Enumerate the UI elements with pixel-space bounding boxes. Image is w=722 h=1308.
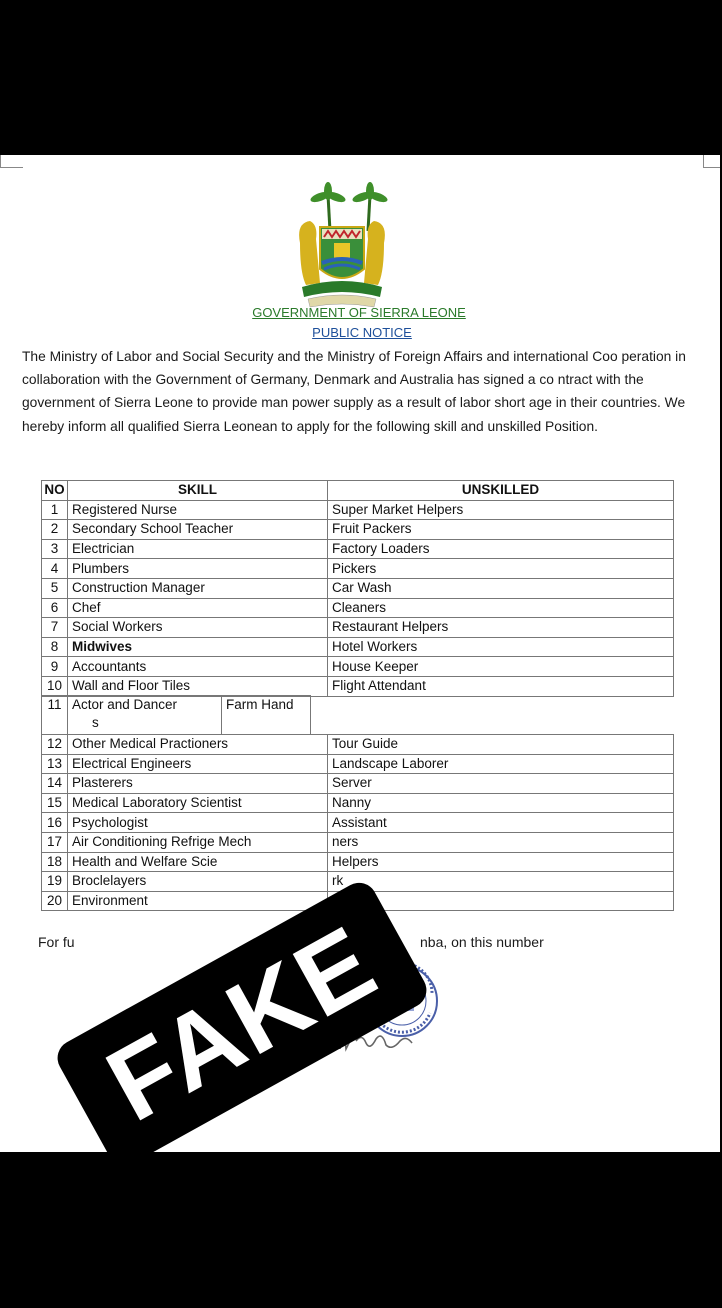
- row-unskilled: Helpers: [328, 852, 674, 872]
- government-heading: GOVERNMENT OF SIERRA LEONE: [252, 305, 466, 320]
- row-unskilled: Pickers: [328, 559, 674, 579]
- row-no: 10: [42, 676, 68, 696]
- row-skill: Social Workers: [68, 618, 328, 638]
- header-no: NO: [42, 481, 68, 501]
- row-skill: Broclelayers: [68, 872, 328, 892]
- table-row: [42, 618, 674, 638]
- row-unskilled-text: Farm Hand: [226, 697, 294, 712]
- row-skill: Accountants: [68, 657, 328, 677]
- footer-text-left: For fu: [38, 934, 75, 950]
- row-unskilled: Hotel Workers: [328, 637, 674, 657]
- table-row: [42, 578, 674, 598]
- row-unskilled: Super Market Helpers: [328, 500, 674, 520]
- row-skill: Secondary School Teacher: [68, 520, 328, 540]
- row-unskilled: Tour Guide: [328, 735, 674, 755]
- row-no: 19: [42, 872, 68, 892]
- table-row: [42, 539, 674, 559]
- table-row: [42, 735, 674, 755]
- row-unskilled: Flight Attendant: [328, 676, 674, 696]
- row-skill: [68, 696, 222, 735]
- row-no: 3: [42, 539, 68, 559]
- row-no: 13: [42, 754, 68, 774]
- row-no: 12: [42, 735, 68, 755]
- table-row: [42, 520, 674, 540]
- row-skill: Registered Nurse: [68, 500, 328, 520]
- fake-stamp-text: FAKE: [89, 904, 395, 1144]
- table-row-11: [41, 695, 311, 735]
- row-unskilled-wrap: s: [92, 715, 99, 730]
- row-no: 4: [42, 559, 68, 579]
- row-skill: Air Conditioning Refrige Mech: [68, 832, 328, 852]
- table-row: [42, 793, 674, 813]
- row-unskilled: Cleaners: [328, 598, 674, 618]
- row-skill: Plasterers: [68, 774, 328, 794]
- table-row: [42, 774, 674, 794]
- positions-table: [41, 480, 674, 697]
- row-no: 11: [42, 696, 68, 735]
- row-no: 6: [42, 598, 68, 618]
- table-row: [42, 813, 674, 833]
- footer-text-right: nba, on this number: [420, 934, 544, 950]
- row-skill: Electrician: [68, 539, 328, 559]
- row-no: 9: [42, 657, 68, 677]
- row-no: 7: [42, 618, 68, 638]
- table-row: [42, 676, 674, 696]
- table-row: [42, 754, 674, 774]
- row-skill: Chef: [68, 598, 328, 618]
- row-no: 20: [42, 891, 68, 911]
- table-row: [42, 852, 674, 872]
- row-unskilled: ners: [328, 832, 674, 852]
- row-unskilled: Factory Loaders: [328, 539, 674, 559]
- table-row: [42, 559, 674, 579]
- row-no: 15: [42, 793, 68, 813]
- page-corner-right: [703, 155, 720, 168]
- row-unskilled: rk: [328, 872, 674, 892]
- row-unskilled: Fruit Packers: [328, 520, 674, 540]
- row-skill: Plumbers: [68, 559, 328, 579]
- row-skill: Environment: [68, 891, 328, 911]
- row-skill: Electrical Engineers: [68, 754, 328, 774]
- table-row: [42, 598, 674, 618]
- row-unskilled: Car Wash: [328, 578, 674, 598]
- table-row: [42, 832, 674, 852]
- table-row: [42, 637, 674, 657]
- row-skill: Other Medical Practioners: [68, 735, 328, 755]
- row-no: 8: [42, 637, 68, 657]
- row-unskilled: Nanny: [328, 793, 674, 813]
- table-row: [42, 500, 674, 520]
- row-skill: Health and Welfare Scie: [68, 852, 328, 872]
- row-no: 17: [42, 832, 68, 852]
- row-unskilled: Restaurant Helpers: [328, 618, 674, 638]
- fake-stamp-overlay: [51, 876, 433, 1171]
- row-skill: Wall and Floor Tiles: [68, 676, 328, 696]
- table-header-row: [42, 481, 674, 501]
- intro-paragraph: The Ministry of Labor and Social Security and the Ministry of Foreign Affairs and international Coo peration in collaboration with the Government of Germany, Denmark and Australia has signed a co ntract with the government of Sierra Leone to provide man power supply as a result of labor short age in their countries. We hereby inform all qualified Sierra Leonean to apply for the following skill and unskilled Position.: [22, 349, 686, 434]
- public-notice-heading: PUBLIC NOTICE: [312, 325, 412, 340]
- row-skill: Construction Manager: [68, 578, 328, 598]
- document-page: [0, 155, 720, 1152]
- row-no: 5: [42, 578, 68, 598]
- row-no: 1: [42, 500, 68, 520]
- row-unskilled: Server: [328, 774, 674, 794]
- header-skill: SKILL: [68, 481, 328, 501]
- coat-of-arms-emblem: [292, 183, 392, 315]
- row-unskilled: Landscape Laborer: [328, 754, 674, 774]
- row-no: 2: [42, 520, 68, 540]
- row-skill: Medical Laboratory Scientist: [68, 793, 328, 813]
- row-no: 18: [42, 852, 68, 872]
- row-unskilled: Assistant: [328, 813, 674, 833]
- row-no: 14: [42, 774, 68, 794]
- row-skill: Psychologist: [68, 813, 328, 833]
- row-skill-text: Actor and Dancer: [72, 697, 178, 712]
- page-corner-left: [0, 155, 23, 168]
- row-no: 16: [42, 813, 68, 833]
- table-row: [42, 657, 674, 677]
- header-unskilled: UNSKILLED: [328, 481, 674, 501]
- row-unskilled: House Keeper: [328, 657, 674, 677]
- row-skill: Midwives: [68, 637, 328, 657]
